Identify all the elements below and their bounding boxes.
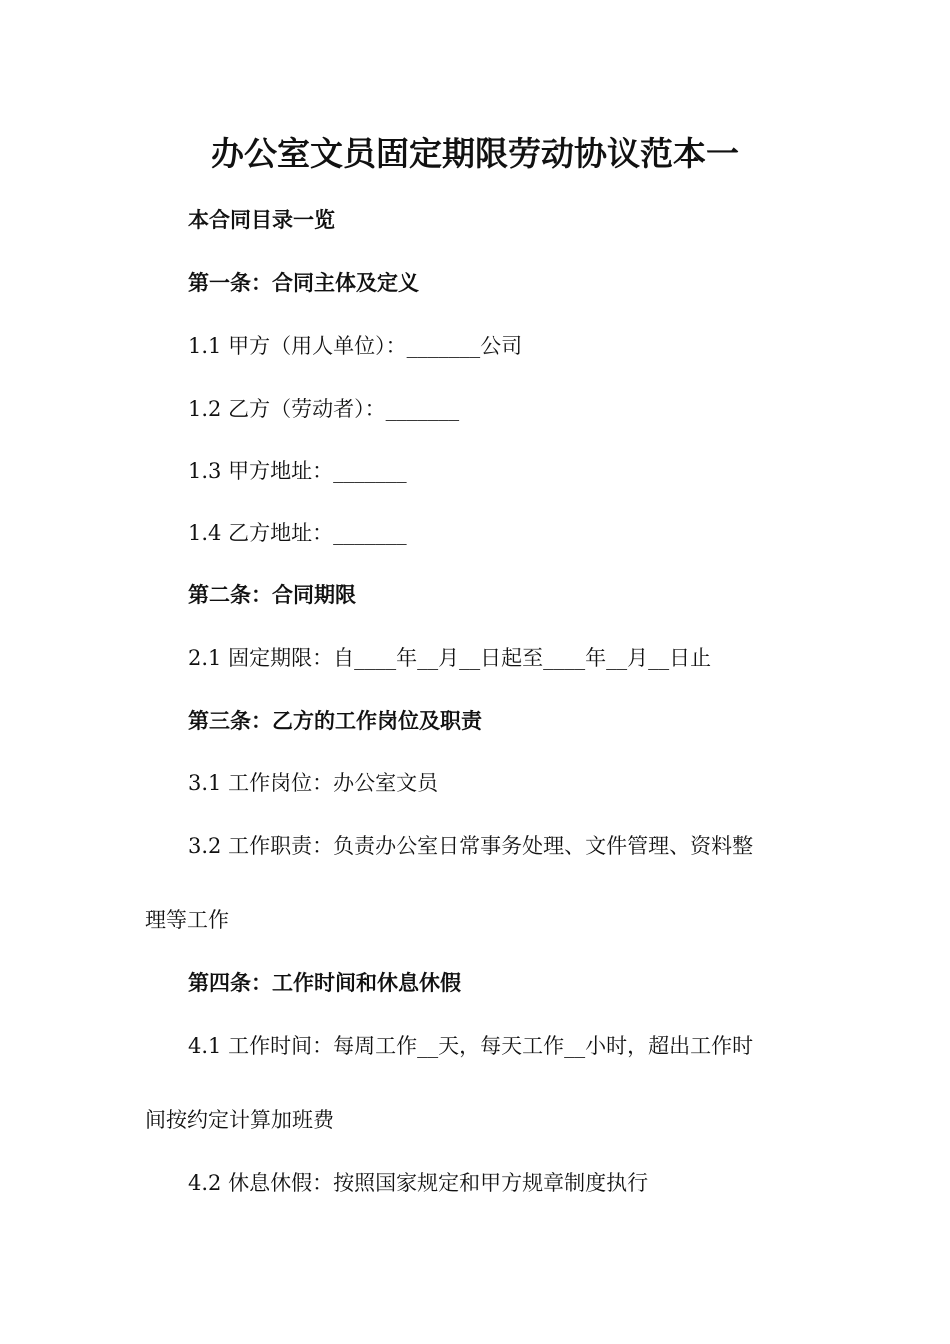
article-3-heading: 第三条：乙方的工作岗位及职责 [188, 709, 482, 733]
article-4-item-1: 4.1 工作时间：每周工作__天，每天工作__小时，超出工作时 [188, 1034, 754, 1058]
article-4-item-2: 4.2 休息休假：按照国家规定和甲方规章制度执行 [188, 1171, 649, 1195]
article-4-heading: 第四条：工作时间和休息休假 [188, 971, 461, 995]
article-4-item-1-continued: 间按约定计算加班费 [145, 1108, 334, 1132]
toc-heading: 本合同目录一览 [188, 208, 335, 232]
article-1-item-2: 1.2 乙方（劳动者）：_______ [188, 397, 460, 421]
article-2-heading: 第二条：合同期限 [188, 583, 356, 607]
document-title: 办公室文员固定期限劳动协议范本一 [211, 134, 739, 173]
article-1-item-4: 1.4 乙方地址：_______ [188, 521, 407, 545]
article-1-heading: 第一条：合同主体及定义 [188, 271, 419, 295]
article-1-item-3: 1.3 甲方地址：_______ [188, 459, 407, 483]
article-2-item-1: 2.1 固定期限：自____年__月__日起至____年__月__日止 [188, 646, 712, 670]
article-3-item-2-continued: 理等工作 [145, 908, 229, 932]
article-3-item-2: 3.2 工作职责：负责办公室日常事务处理、文件管理、资料整 [188, 834, 754, 858]
article-1-item-1: 1.1 甲方（用人单位）：_______公司 [188, 334, 523, 358]
article-3-item-1: 3.1 工作岗位：办公室文员 [188, 771, 439, 795]
